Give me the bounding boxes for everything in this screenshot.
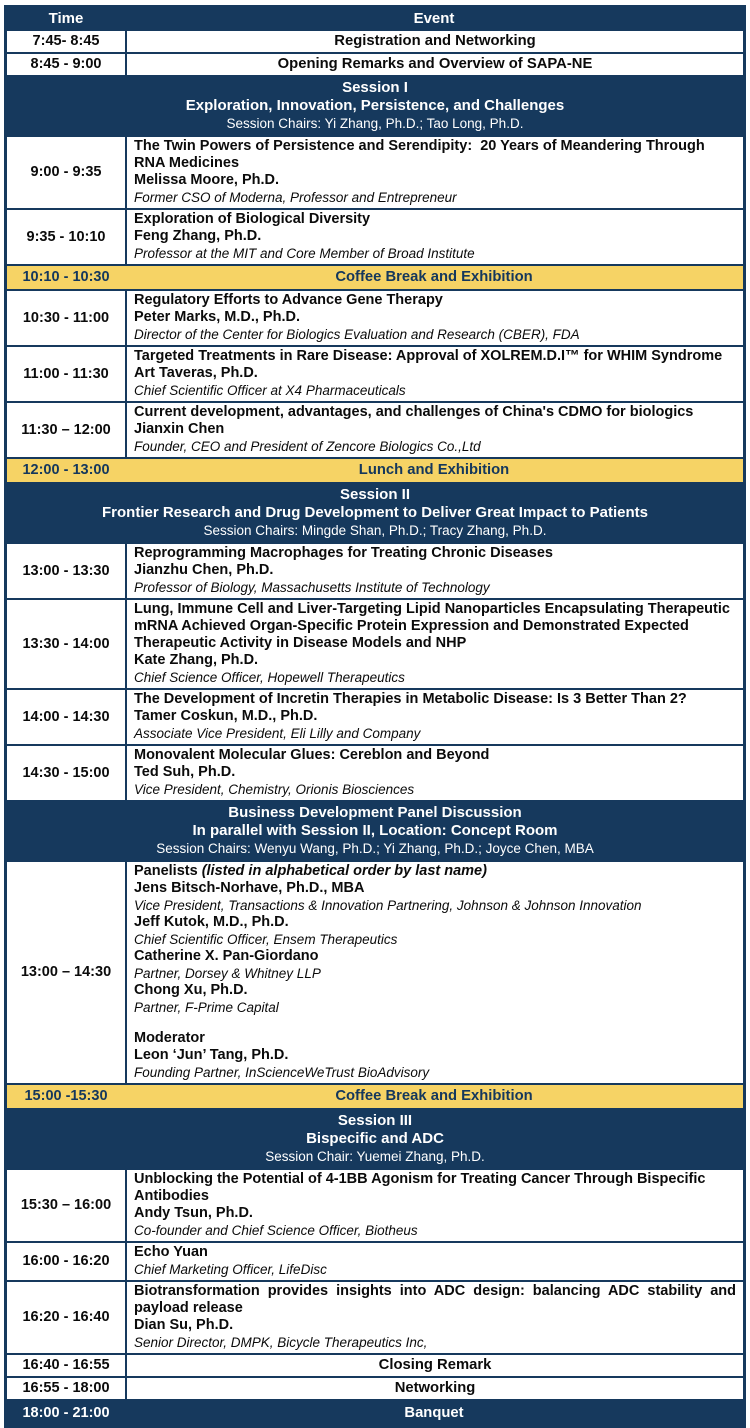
event-cell: [127, 746, 743, 800]
talk-title: Current development, advantages, and challenges of China's CDMO for biologics: [134, 404, 694, 420]
talk-speaker: Melissa Moore, Ph.D.: [134, 172, 280, 188]
row-opening-remarks: [7, 52, 743, 75]
talk-title: Lung, Immune Cell and Liver-Targeting Lipid Nanoparticles Encapsulating Therapeutic mRNA Achieved Organ-Specific Protein Expression and Demonstrated Expected Therapeutic Activity in Disease Models and NHP: [134, 601, 734, 651]
time-cell: 10:10 - 10:30: [22, 269, 110, 285]
talk-affiliation: Professor at the MIT and Core Member of Broad Institute: [134, 246, 475, 261]
talk-speaker: Art Taveras, Ph.D.: [134, 365, 258, 381]
talk-speaker: Andy Tsun, Ph.D.: [134, 1205, 253, 1221]
time-cell: 16:55 - 18:00: [7, 1378, 127, 1399]
time-column-header: Time: [48, 10, 84, 27]
talk-row-taveras: [7, 345, 743, 401]
panelist-name: Jens Bitsch-Norhave, Ph.D., MBA: [134, 880, 365, 896]
time-cell: 7:45- 8:45: [7, 31, 127, 52]
talk-speaker: Ted Suh, Ph.D.: [134, 764, 236, 780]
time-cell: 14:00 - 14:30: [7, 690, 127, 744]
talk-speaker: Echo Yuan: [134, 1244, 208, 1260]
time-cell: 11:30 – 12:00: [7, 403, 127, 457]
talk-speaker: Kate Zhang, Ph.D.: [134, 652, 259, 668]
row-closing-remark: [7, 1353, 743, 1376]
header-row: [7, 8, 743, 29]
talk-speaker: Dian Su, Ph.D.: [134, 1317, 234, 1333]
talk-affiliation: Vice President, Chemistry, Orionis Biosciences: [134, 782, 415, 797]
time-cell: 12:00 - 13:00: [22, 462, 110, 478]
talk-affiliation: Former CSO of Moderna, Professor and Entrepreneur: [134, 190, 457, 205]
talk-affiliation: Director of the Center for Biologics Evaluation and Research (CBER), FDA: [134, 327, 580, 342]
event-cell: Banquet: [404, 1405, 464, 1421]
panelist-role: Partner, Dorsey & Whitney LLP: [134, 966, 321, 981]
talk-title: Monovalent Molecular Glues: Cereblon and Beyond: [134, 747, 490, 763]
time-cell: 10:30 - 11:00: [7, 291, 127, 345]
moderator-role: Founding Partner, InScienceWeTrust BioAdvisory: [134, 1065, 430, 1080]
moderator-name: Leon ‘Jun’ Tang, Ph.D.: [134, 1047, 289, 1063]
time-cell: 15:00 -15:30: [24, 1088, 108, 1104]
event-cell: Coffee Break and Exhibition: [335, 1088, 533, 1104]
talk-row-yuan: [7, 1241, 743, 1280]
talk-speaker: Peter Marks, M.D., Ph.D.: [134, 309, 300, 325]
session-subtitle: In parallel with Session II, Location: Concept Room: [192, 822, 558, 839]
time-cell: 13:00 - 13:30: [7, 544, 127, 598]
talk-row-suh: [7, 744, 743, 800]
row-coffee-break-1: [7, 264, 743, 289]
session-subtitle: Exploration, Innovation, Persistence, and Challenges: [185, 97, 565, 114]
time-cell: 18:00 - 21:00: [22, 1404, 110, 1421]
talk-title: Targeted Treatments in Rare Disease: Approval of XOLREM.D.I™ for WHIM Syndrome: [134, 348, 723, 364]
talk-speaker: Tamer Coskun, M.D., Ph.D.: [134, 708, 318, 724]
talk-row-jianzhu-chen: [7, 542, 743, 598]
talk-row-fzhang: [7, 208, 743, 264]
event-cell: Registration and Networking: [334, 33, 536, 49]
talk-affiliation: Chief Marketing Officer, LifeDisc: [134, 1262, 327, 1277]
session-title: Session I: [342, 79, 408, 96]
event-cell: [127, 210, 743, 264]
row-registration: [7, 29, 743, 52]
talk-row-coskun: [7, 688, 743, 744]
time-cell: 16:40 - 16:55: [7, 1355, 127, 1376]
session-chairs: Session Chairs: Mingde Shan, Ph.D.; Tracy Zhang, Ph.D.: [203, 523, 547, 538]
event-cell: Coffee Break and Exhibition: [335, 269, 533, 285]
session-2-header: [7, 482, 743, 542]
talk-row-tsun: [7, 1168, 743, 1241]
time-cell: 13:00 – 14:30: [7, 862, 127, 1083]
event-cell: [127, 690, 743, 744]
talk-speaker: Jianxin Chen: [134, 421, 225, 437]
session-title: Session II: [339, 486, 411, 503]
panelist-name: Catherine X. Pan-Giordano: [134, 948, 319, 964]
panelists-heading: Panelists (listed in alphabetical order by last name): [134, 863, 487, 879]
talk-title: The Development of Incretin Therapies in Metabolic Disease: Is 3 Better Than 2?: [134, 691, 687, 707]
panelist-name: Jeff Kutok, M.D., Ph.D.: [134, 914, 289, 930]
talk-affiliation: Founder, CEO and President of Zencore Biologics Co.,Ltd: [134, 439, 481, 454]
event-cell: [127, 137, 743, 208]
session-subtitle: Bispecific and ADC: [306, 1130, 444, 1147]
row-banquet: [7, 1399, 743, 1425]
event-cell: Closing Remark: [378, 1357, 492, 1373]
event-cell: [127, 862, 743, 1083]
event-cell: [127, 1170, 743, 1241]
row-networking: [7, 1376, 743, 1399]
schedule-table: [4, 5, 746, 1428]
moderator-label: Moderator: [134, 1030, 205, 1046]
session-chairs: Session Chairs: Wenyu Wang, Ph.D.; Yi Zhang, Ph.D.; Joyce Chen, MBA: [156, 841, 594, 856]
talk-title: Biotransformation provides insights into ADC design: balancing ADC stability and payload release: [134, 1283, 736, 1316]
event-cell: [127, 403, 743, 457]
talk-title: Unblocking the Potential of 4-1BB Agonism for Treating Cancer Through Bispecific Antibodies: [134, 1171, 709, 1204]
time-cell: 11:00 - 11:30: [7, 347, 127, 401]
panelist-role: Chief Scientific Officer, Ensem Therapeutics: [134, 932, 398, 947]
row-coffee-break-2: [7, 1083, 743, 1108]
talk-affiliation: Co-founder and Chief Science Officer, Biotheus: [134, 1223, 418, 1238]
talk-speaker: Feng Zhang, Ph.D.: [134, 228, 262, 244]
talk-affiliation: Associate Vice President, Eli Lilly and Company: [134, 726, 421, 741]
time-cell: 16:00 - 16:20: [7, 1243, 127, 1280]
talk-affiliation: Professor of Biology, Massachusetts Institute of Technology: [134, 580, 490, 595]
time-cell: 9:00 - 9:35: [7, 137, 127, 208]
session-chairs: Session Chairs: Yi Zhang, Ph.D.; Tao Long, Ph.D.: [226, 116, 524, 131]
session-chairs: Session Chair: Yuemei Zhang, Ph.D.: [265, 1149, 485, 1164]
talk-affiliation: Chief Science Officer, Hopewell Therapeutics: [134, 670, 405, 685]
session-title: Session III: [337, 1112, 413, 1129]
event-cell: [127, 1243, 743, 1280]
talk-row-kzhang: [7, 598, 743, 688]
panelist-role: Partner, F-Prime Capital: [134, 1000, 279, 1015]
event-cell: [127, 1282, 743, 1353]
session-1-header: [7, 75, 743, 135]
talk-speaker: Jianzhu Chen, Ph.D.: [134, 562, 274, 578]
talk-row-su: [7, 1280, 743, 1353]
talk-title: Reprogramming Macrophages for Treating Chronic Diseases: [134, 545, 553, 561]
event-column-header: Event: [413, 10, 455, 27]
talk-affiliation: Chief Scientific Officer at X4 Pharmaceuticals: [134, 383, 406, 398]
talk-title: Exploration of Biological Diversity: [134, 211, 371, 227]
time-cell: 15:30 – 16:00: [7, 1170, 127, 1241]
event-cell: Lunch and Exhibition: [358, 462, 510, 478]
talk-title: Regulatory Efforts to Advance Gene Therapy: [134, 292, 443, 308]
time-cell: 8:45 - 9:00: [7, 54, 127, 75]
time-cell: 14:30 - 15:00: [7, 746, 127, 800]
time-cell: 9:35 - 10:10: [7, 210, 127, 264]
talk-affiliation: Senior Director, DMPK, Bicycle Therapeutics Inc,: [134, 1335, 428, 1350]
time-cell: 16:20 - 16:40: [7, 1282, 127, 1353]
event-cell: [127, 544, 743, 598]
talk-title: The Twin Powers of Persistence and Serendipity: 20 Years of Meandering Through RNA Medicines: [134, 138, 709, 171]
row-lunch: [7, 457, 743, 482]
session-subtitle: Frontier Research and Drug Development to Deliver Great Impact to Patients: [102, 504, 648, 521]
session-3-header: [7, 1108, 743, 1168]
event-cell: [127, 600, 743, 688]
event-cell: Networking: [394, 1380, 476, 1396]
talk-row-jchen: [7, 401, 743, 457]
panel-row: [7, 860, 743, 1083]
event-cell: [127, 291, 743, 345]
panel-header: [7, 800, 743, 860]
time-cell: 13:30 - 14:00: [7, 600, 127, 688]
panelists-heading-note: (listed in alphabetical order by last name): [201, 863, 487, 879]
panelist-role: Vice President, Transactions & Innovation Partnering, Johnson & Johnson Innovation: [134, 898, 642, 913]
event-cell: Opening Remarks and Overview of SAPA-NE: [277, 56, 593, 72]
talk-row-moore: [7, 135, 743, 208]
panelist-name: Chong Xu, Ph.D.: [134, 982, 248, 998]
talk-row-marks: [7, 289, 743, 345]
session-title: Business Development Panel Discussion: [228, 804, 522, 821]
event-cell: [127, 347, 743, 401]
